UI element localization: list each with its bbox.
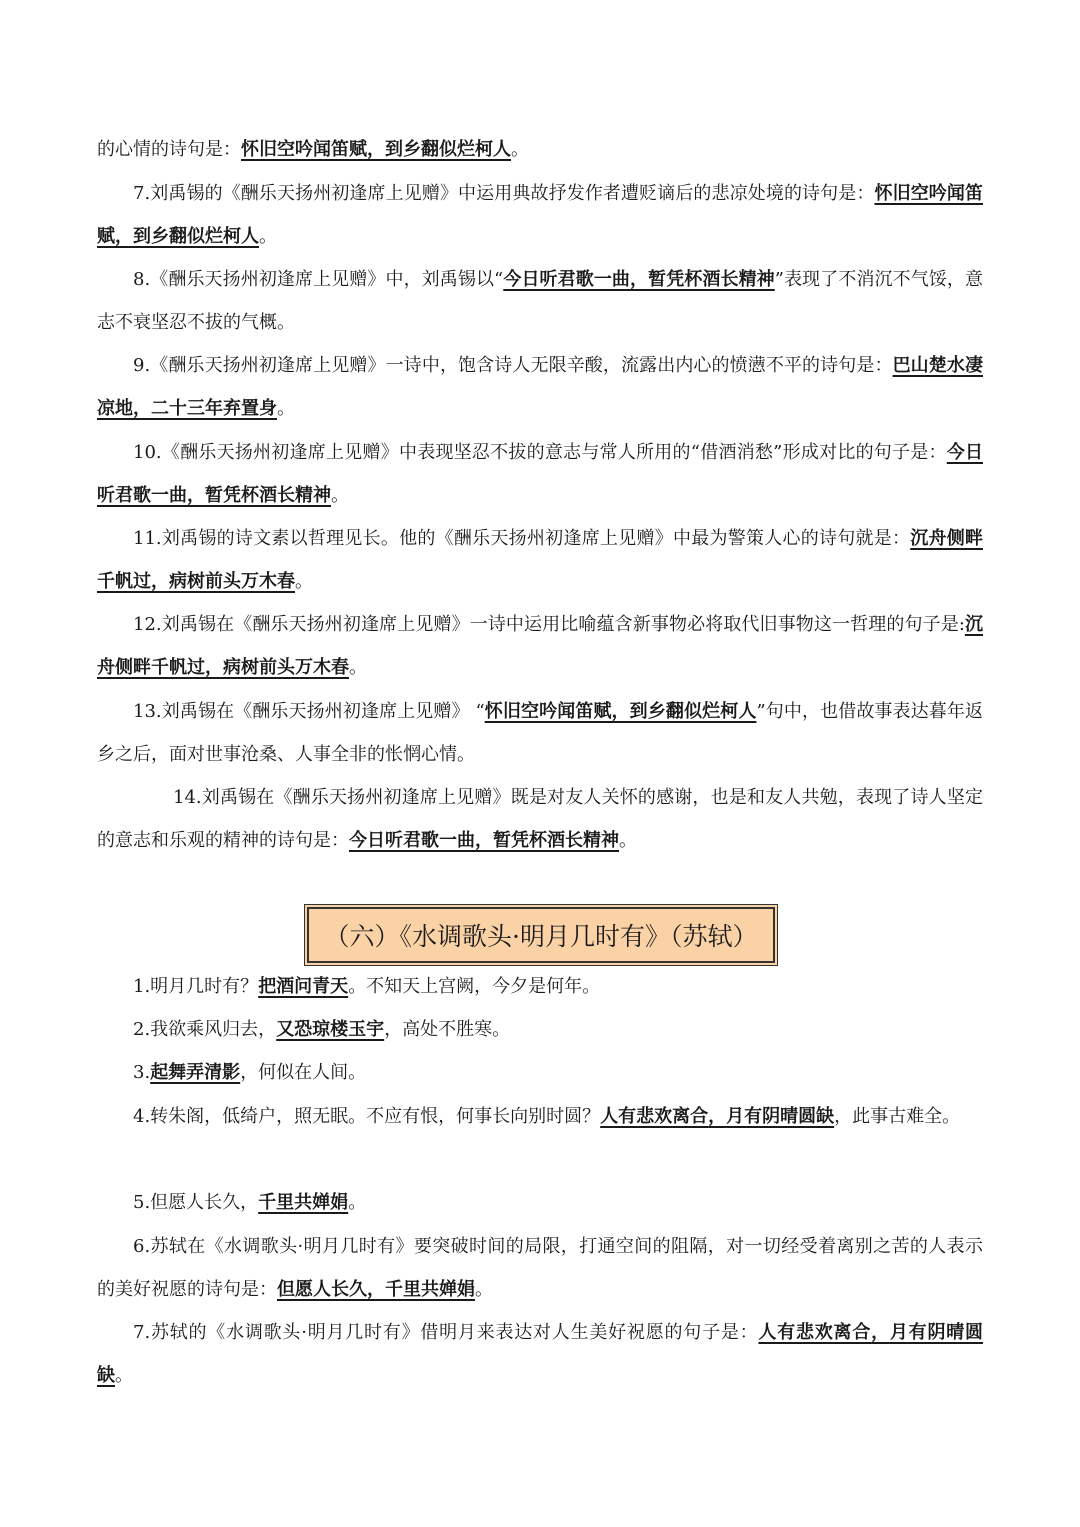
- answer-text: 但愿人长久: [277, 1279, 367, 1300]
- answer-text: 今日听君歌一曲，暂凭杯酒长精神: [503, 269, 775, 290]
- question-item-2: 2.我欲乘风归去，又恐琼楼玉宇，高处不胜寒。: [133, 1019, 511, 1040]
- answer-text: 今日听君歌一曲，暂凭杯酒长精神: [97, 442, 984, 506]
- section-heading: （六）《水调歌头·明月几时有》（苏轼）: [307, 907, 775, 963]
- answer-text: 月有阴晴圆缺: [726, 1106, 835, 1127]
- answer-line-6-tail: 的心情的诗句是：怀旧空吟闻笛赋，到乡翻似烂柯人。: [97, 139, 529, 160]
- answer-text: 把酒问青天: [258, 976, 349, 997]
- answer-text: 人有悲欢离合: [758, 1322, 872, 1343]
- question-item-1: 1.明月几时有？把酒问青天。不知天上宫阙，今夕是何年。: [133, 976, 601, 997]
- answer-text: 起舞弄清影: [150, 1062, 241, 1083]
- question-item-12: 12.刘禹锡在《酬乐天扬州初逢席上见赠》一诗中运用比喻蕴含新事物必将取代旧事物这一哲理的句子是:沉舟侧畔千帆过，病树前头万木春。: [97, 614, 984, 678]
- question-item-5: 5.但愿人长久，千里共婵娟。: [133, 1192, 367, 1213]
- question-item-3: 3.起舞弄清影，何似在人间。: [133, 1062, 367, 1083]
- answer-text: 怀旧空吟闻笛赋，到乡翻似烂柯人: [484, 701, 757, 722]
- answer-text: 月有阴晴圆缺: [97, 1322, 984, 1386]
- question-item-8: 8.《酬乐天扬州初逢席上见赠》中，刘禹锡以“今日听君歌一曲，暂凭杯酒长精神”表现了不消沉不气馁，意志不衰坚忍不拔的气概。: [97, 269, 984, 333]
- question-item-7: 7.苏轼的《水调歌头·明月几时有》借明月来表达对人生美好祝愿的句子是：人有悲欢离合，月有阴晴圆缺。: [97, 1322, 984, 1386]
- question-item-11: 11.刘禹锡的诗文素以哲理见长。他的《酬乐天扬州初逢席上见赠》中最为警策人心的诗句就是：沉舟侧畔千帆过，病树前头万木春。: [97, 528, 984, 592]
- answer-text: 又恐琼楼玉宇: [276, 1019, 385, 1040]
- question-item-7: 7.刘禹锡的《酬乐天扬州初逢席上见赠》中运用典故抒发作者遭贬谪后的悲凉处境的诗句是：怀旧空吟闻笛赋，到乡翻似烂柯人。: [97, 183, 984, 247]
- answer-text: ，: [871, 1322, 890, 1343]
- question-item-9: 9.《酬乐天扬州初逢席上见赠》一诗中，饱含诗人无限辛酸，流露出内心的愤懑不平的诗句是：巴山楚水凄凉地，二十三年弃置身。: [97, 355, 983, 419]
- question-item-10: 10.《酬乐天扬州初逢席上见赠》中表现坚忍不拔的意志与常人所用的“借酒消愁”形成对比的句子是：今日听君歌一曲，暂凭杯酒长精神。: [97, 442, 984, 506]
- answer-text: 巴山楚水凄凉地，二十三年弃置身: [97, 355, 983, 419]
- question-item-6: 6.苏轼在《水调歌头·明月几时有》要突破时间的局限，打通空间的阻隔，对一切经受着离别之苦的人表示的美好祝愿的诗句是：但愿人长久，千里共婵娟。: [97, 1236, 983, 1300]
- answer-text: 沉舟侧畔千帆过，病树前头万木春: [97, 614, 984, 678]
- answer-text: 千里共婵娟: [258, 1192, 349, 1213]
- answer-text: 今日听君歌一曲，暂凭杯酒长精神: [349, 830, 619, 851]
- answer-text: ，: [367, 1279, 385, 1300]
- question-item-4: 4.转朱阁，低绮户，照无眠。不应有恨，何事长向别时圆？人有悲欢离合，月有阴晴圆缺，此事古难全。: [133, 1106, 961, 1127]
- answer-text: ，: [708, 1106, 727, 1127]
- question-item-14: 14.刘禹锡在《酬乐天扬州初逢席上见赠》既是对友人关怀的感谢，也是和友人共勉，表现了诗人坚定的意志和乐观的精神的诗句是：今日听君歌一曲，暂凭杯酒长精神。: [97, 787, 983, 851]
- answer-text: 怀旧空吟闻笛赋，到乡翻似烂柯人: [241, 139, 511, 160]
- question-item-13: 13.刘禹锡在《酬乐天扬州初逢席上见赠》 “怀旧空吟闻笛赋，到乡翻似烂柯人”句中，也借故事表达暮年返乡之后，面对世事沧桑、人事全非的怅惘心情。: [97, 701, 983, 765]
- answer-text: 千里共婵娟: [385, 1279, 475, 1300]
- answer-text: 怀旧空吟闻笛赋，到乡翻似烂柯人: [97, 183, 984, 247]
- answer-text: 沉舟侧畔千帆过，病树前头万木春: [97, 528, 984, 592]
- answer-text: 人有悲欢离合: [600, 1106, 709, 1127]
